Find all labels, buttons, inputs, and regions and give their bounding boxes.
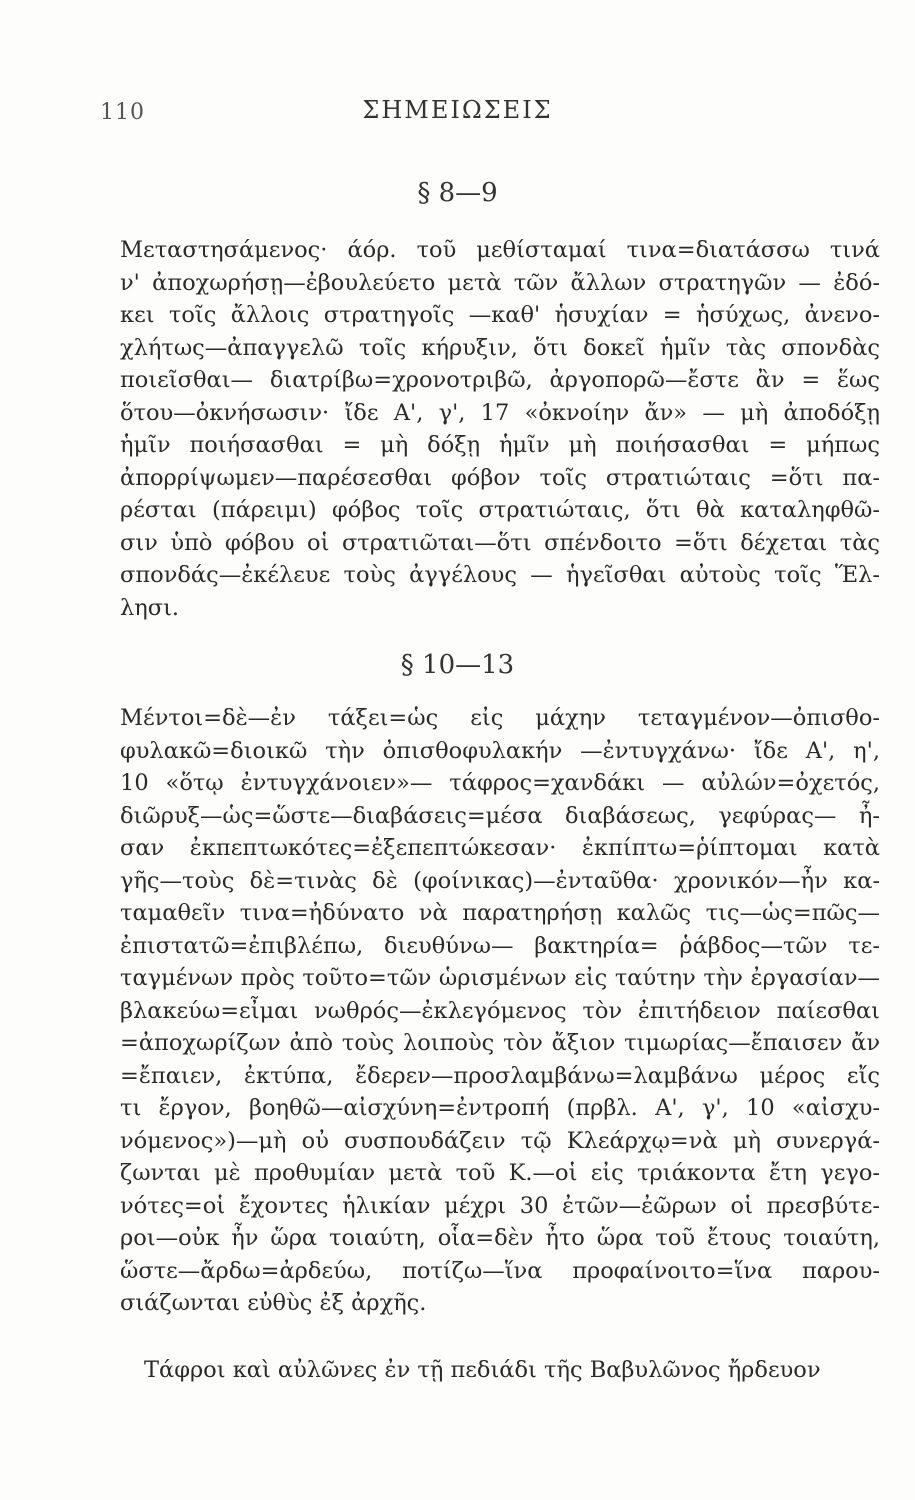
text-line: σαν ἐκπεπτωκότες=ἐξεπεπτώκεσαν· ἐκπίπτω=ῥίπτομαι κατὰ bbox=[120, 835, 880, 861]
text-line: ὥστε—ἄρδω=ἀρδεύω, ποτίζω—ἵνα προφαίνοιτο=ἵνα παρου- bbox=[120, 1257, 880, 1284]
text-line: ροι—οὐκ ἦν ὥρα τοιαύτη, οἷα=δὲν ἦτο ὥρα τοῦ ἔτους τοιαύτη, bbox=[120, 1225, 880, 1251]
text-line: γῆς—τοὺς δὲ=τινὰς δὲ (φοίνικας)—ἐνταῦθα· χρονικόν—ἦν κα- bbox=[120, 867, 880, 894]
notes-paragraph-8-9 bbox=[120, 234, 880, 624]
text-line: =ἔπαιεν, ἐκτύπα, ἔδερεν—προσλαμβάνω=λαμβάνω μέρος εἴς bbox=[120, 1062, 880, 1089]
text-line: σπονδάς—ἐκέλευε τοὺς ἀγγέλους — ἡγεῖσθαι αὐτοὺς τοῖς Ἕλ- bbox=[120, 562, 880, 588]
text-line: ὅτου—ὀκνήσωσιν· ἴδε Α', γ', 17 «ὀκνοίην ἄν» — μὴ ἀποδόξῃ bbox=[120, 399, 880, 426]
running-title: ΣΗΜΕΙΩΣΕΙΣ bbox=[362, 96, 553, 124]
text-line: ρέσται (πάρειμι) φόβος τοῖς στρατιώταις, ὅτι θὰ καταληφθῶ- bbox=[120, 497, 880, 523]
text-line: =ἀποχωρίζων ἀπὸ τοὺς λοιποὺς τὸν ἄξιον τιμωρίας—ἔπαισεν ἄν bbox=[120, 1030, 880, 1056]
page-number: 110 bbox=[100, 100, 145, 125]
final-paragraph-start bbox=[120, 1354, 880, 1387]
notes-paragraph-10-13 bbox=[120, 702, 880, 1320]
text-line: Μέντοι=δὲ—ἐν τάξει=ὡς εἰς μάχην τεταγμένον—ὀπισθο- bbox=[120, 705, 880, 731]
text-line: ἡμῖν ποιήσασθαι = μὴ δόξῃ ἡμῖν μὴ ποιήσασθαι = μήπως bbox=[120, 432, 880, 458]
text-line: νόμενος»)—μὴ οὐ συσπουδάζειν τῷ Κλεάρχῳ=νὰ μὴ συνεργά- bbox=[120, 1127, 880, 1154]
text-line: ἀπορρίψωμεν—παρέσεσθαι φόβον τοῖς στρατιώταις =ὅτι πα- bbox=[120, 464, 880, 491]
text-line: λησι. bbox=[120, 594, 180, 621]
text-line: Μεταστησάμενος· άόρ. τοῦ μεθίσταμαί τινα=διατάσσω τινά bbox=[120, 237, 880, 263]
text-line: βλακεύω=εἶμαι νωθρός—ἐκλεγόμενος τὸν ἐπιτήδειον παίεσθαι bbox=[120, 997, 880, 1024]
section-heading-8-9: § 8—9 bbox=[417, 178, 498, 208]
text-line: ἐπιστατῶ=ἐπιβλέπω, διευθύνω— βακτηρία= ῥάβδος—τῶν τε- bbox=[120, 932, 880, 959]
text-line: φυλακῶ=διοικῶ τὴν ὀπισθοφυλακήν —ἐντυγχάνω· ἴδε Α', η', bbox=[120, 737, 880, 764]
text-line: 10 «ὅτῳ ἐντυγχάνοιεν»— τάφρος=χανδάκι — αὐλών=ὀχετός, bbox=[120, 770, 880, 796]
text-line: διῶρυξ—ὡς=ὥστε—διαβάσεις=μέσα διαβάσεως, γεφύρας— ἦ- bbox=[120, 802, 880, 829]
section-heading-10-13: § 10—13 bbox=[400, 650, 515, 680]
text-line: ποιεῖσθαι— διατρίβω=χρονοτριβῶ, ἀργοπορῶ—ἔστε ἂν = ἕως bbox=[120, 367, 880, 393]
text-line: ταμαθεῖν τινα=ἠδύνατο νὰ παρατηρήσῃ καλῶς τις—ὡς=πῶς— bbox=[120, 900, 880, 926]
text-line: τι ἔργον, βοηθῶ—αἰσχύνη=ἐντροπή (πρβλ. Α', γ', 10 «αἰσχυ- bbox=[120, 1095, 880, 1121]
text-line: σιν ὑπὸ φόβου οἱ στρατιῶται—ὅτι σπένδοιτο =ὅτι δέχεται τὰς bbox=[120, 529, 880, 556]
text-line: σιάζωνται εὐθὺς ἐξ ἀρχῆς. bbox=[120, 1290, 427, 1316]
text-line: Τάφροι καὶ αὐλῶνες ἐν τῇ πεδιάδι τῆς Βαβυλῶνος ἤρδευον bbox=[144, 1357, 821, 1383]
text-line: κει τοῖς ἄλλοις στρατηγοῖς —καθ' ἡσυχίαν = ἡσύχως, ἀνενο- bbox=[120, 302, 880, 328]
text-line: νότες=οἱ ἔχοντες ἡλικίαν μέχρι 30 ἐτῶν—ἐῶρων οἱ πρεσβύτε- bbox=[120, 1192, 880, 1219]
text-line: ταγμένων πρὸς τοῦτο=τῶν ὡρισμένων εἰς ταύτην τὴν ἐργασίαν— bbox=[120, 965, 880, 991]
text-line: ν' ἀποχωρήσῃ—ἐβουλεύετο μετὰ τῶν ἄλλων στρατηγῶν — ἐδό- bbox=[120, 269, 880, 296]
text-line: χλήτως—ἀπαγγελῶ τοῖς κήρυξιν, ὅτι δοκεῖ ἡμῖν τὰς σπονδὰς bbox=[120, 334, 880, 361]
text-line: ζωνται μὲ προθυμίαν μετὰ τοῦ Κ.—οἱ εἰς τριάκοντα ἔτη γεγο- bbox=[120, 1160, 880, 1186]
